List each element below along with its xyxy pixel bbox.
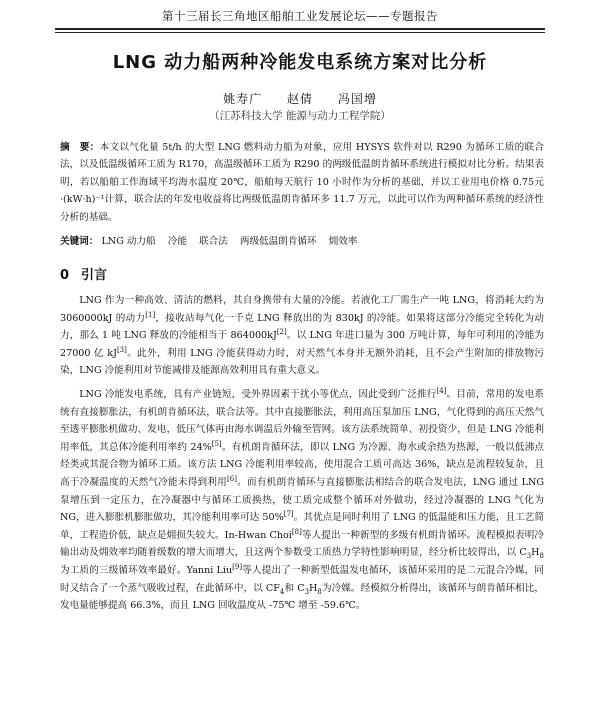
text-run: 。此外，利用 LNG 冷能获得动力时，对天然气本身并无额外消耗，且不会产生附加的排放物污染，LNG 冷能利用对节能减排及能源高效利用具有重大意义。 [60, 347, 545, 377]
text-run: 等人提出一种新型的多级有机朗肯循环。流程模拟表明冷输出动及㶲效率均随着级数的增大而增大，且这两个参数受工质热力学特性影响明显，经分析比较得出，以 C [60, 529, 544, 559]
citation: [1] [145, 310, 156, 319]
subscript: 8 [539, 552, 544, 561]
running-header: 第十三届长三角地区船舶工业发展论坛——专题报告 [162, 9, 438, 23]
subscript: 4 [279, 587, 285, 596]
keywords-label: 关键词： [60, 236, 99, 247]
keyword-item: 㶲效率 [328, 236, 358, 247]
section-heading [60, 264, 540, 283]
abstract [60, 139, 544, 226]
paragraph-2 [60, 386, 544, 615]
citation: [9] [232, 562, 243, 571]
text-run: H [531, 547, 540, 559]
text-run: 为冷媒。经模拟分析得出，该循环与朗肯循环相比，发电量能够提高 66.3%，而且 LNG 回收温度从 -75℃ 增至 -59.6℃。 [60, 582, 545, 612]
text-run: H [309, 582, 318, 594]
citation: [3] [116, 345, 127, 354]
text-run: 和 C [284, 582, 305, 594]
keyword-item: LNG 动力船 [101, 236, 156, 247]
author-1: 姚寿广 [223, 92, 263, 106]
abstract-text: 本文以气化量 5t/h 的大型 LNG 燃料动力船为对象，应用 HYSYS 软件对以 R290 为循环工质的联合法，以及低温级循环工质为 R170，高温级循环工质为 R290 的两级低温朗肯循环系统进行模拟对比分析。结果表明，若以船舶工作海域平均海水温度 20℃，船舶每天航行 10 小时作为分析的基础，并以工业用电价格 0.75元·(kW·h)⁻¹计算，联合法的年发电收益将比两级低温朗肯循环多 11.7 万元，以此可以作为两种循环系统的经济性分析的基础。 [60, 142, 544, 223]
subscript: 3 [526, 552, 532, 561]
author-3: 冯国增 [337, 92, 377, 106]
author-2: 赵倩 [286, 92, 313, 106]
text-run: 。以 LNG 年进口量为 300 万吨计算，每年可利用的冷能为 27000 亿 kJ [60, 330, 544, 359]
text-run: LNG 作为一种高效、清洁的燃料，其自身携带有大量的冷能。若液化工厂需生产一吨 LNG，将消耗大约为 3060000kJ 的动力 [60, 295, 544, 324]
header-rule-thick [55, 28, 545, 30]
keyword-item: 联合法 [199, 236, 228, 247]
keyword-item: 冷能 [167, 236, 187, 247]
citation: [8] [291, 527, 302, 536]
abstract-label: 摘 要： [60, 142, 100, 153]
text-run: 等人提出了一种新型低温发电循环，该循环采用的是二元混合冷媒，同时又结合了一个蒸气吸收过程，在此循环中，以 CF [60, 564, 544, 594]
author-list [0, 90, 600, 107]
paper-title: LNG 动力船两种冷能发电系统方案对比分析 [112, 52, 488, 73]
text-run: 。其优点是同时利用了 LNG 的低温能和压力能，且工艺简单，工程造价低，缺点是㶲损失较大。In-Hwan Choi [60, 512, 545, 541]
citation: [2] [276, 328, 287, 336]
citation: [5] [211, 439, 222, 448]
section-number: 0 [60, 268, 70, 283]
body-text [60, 292, 544, 621]
citation: [6] [227, 474, 237, 483]
subscript: 8 [317, 587, 322, 596]
citation: [7] [283, 509, 294, 518]
keyword-item: 两级低温朗肯循环 [239, 236, 317, 247]
header-rule-thin [55, 32, 545, 33]
keywords [60, 234, 544, 250]
text-run: ，接收站每气化一千克 LNG 释放出的为 830kJ 的冷能。如果将这部分冷能完全转化为动力，那么 1 吨 LNG 释放的冷能相当于 864000kJ [60, 312, 544, 342]
text-run: 为工质的三级循环效率最好。Yanni Liu [60, 564, 233, 576]
section-title: 引言 [81, 268, 108, 283]
subscript: 3 [304, 587, 310, 596]
citation: [4] [436, 386, 447, 395]
text-run: 。目前，常用的发电系统有直接膨胀法，有机朗肯循环法，联合法等。其中直接膨胀法，利用高压泵加压 LNG，气化得到的高压天然气至透平膨胀机做功、发电，低压气体再由海水调温后外输至管网。该方法系统简单、初投资少，但是 LNG 冷能利用率低，其总体冷能利用率约 24% [60, 388, 545, 453]
text-run: 。而有机朗肯循环与直接膨胀法相结合的联合发电法，LNG 通过 LNG 泵增压到一定压力，在冷凝器中与循环工质换热，使工质完成整个循环对外做功，经过冷凝器的 LNG 气化为 NG，进入膨胀机膨胀做功，其冷能利用率可达 50% [60, 476, 545, 524]
text-run: 。有机朗肯循环法，即以 LNG 为冷源、海水或余热为热源，一般以低沸点烃类或其混合物为循环工质。该方法 LNG 冷能利用率较高，使用混合工质可高达 36%，缺点是流程较复杂，且高于冷凝温度的天然气冷能未得到利用 [60, 441, 545, 488]
text-run: LNG 冷能发电系统，具有产业链短，受外界因素干扰小等优点，因此受到广泛推行 [79, 388, 437, 400]
paragraph-1 [60, 292, 544, 380]
affiliation: （江苏科技大学 能源与动力工程学院） [209, 110, 391, 122]
